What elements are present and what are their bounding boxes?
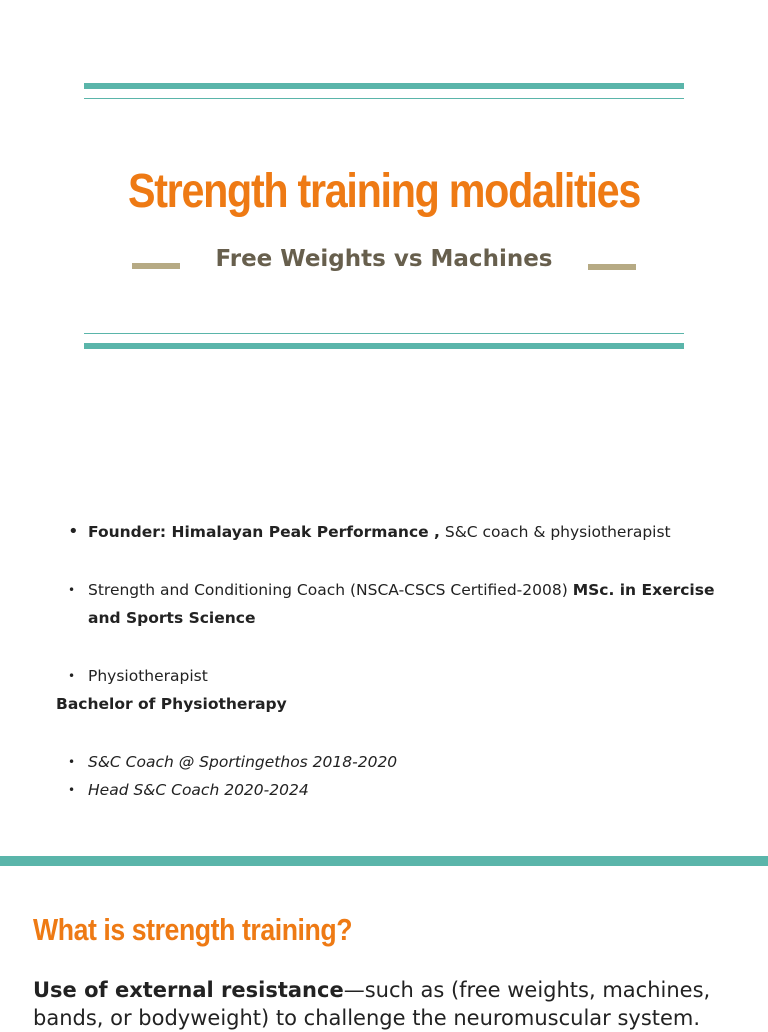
top-thin-rule bbox=[84, 98, 684, 99]
physio-degree: Bachelor of Physiotherapy bbox=[56, 695, 287, 713]
bullet-icon: • bbox=[68, 521, 79, 542]
slide-subtitle: Free Weights vs Machines bbox=[215, 246, 553, 272]
slide-divider-band bbox=[0, 856, 768, 866]
bullet-icon: • bbox=[68, 669, 76, 683]
top-thick-rule bbox=[84, 83, 684, 89]
bullet-icon: • bbox=[68, 583, 76, 597]
bottom-thin-rule bbox=[84, 333, 684, 334]
section-heading: What is strength training? bbox=[33, 912, 353, 947]
sc-coach-text: Strength and Conditioning Coach (NSCA-CSCS Certified-2008) bbox=[88, 581, 573, 599]
founder-label: Founder: Himalayan Peak Performance , bbox=[88, 523, 440, 541]
subtitle-dash-right bbox=[588, 264, 636, 270]
definition-bold: Use of external resistance bbox=[33, 978, 344, 1002]
slide-title: Strength training modalities bbox=[127, 165, 641, 218]
list-item-sc-coach bbox=[88, 576, 728, 632]
bullet-icon: • bbox=[68, 755, 76, 769]
msc-degree-b: and Sports Science bbox=[88, 609, 256, 627]
definition-rest: —such as (free weights, machines, bands, or bodyweight) to challenge the neuromuscular system. bbox=[33, 978, 711, 1030]
list-item-sportingethos: S&C Coach @ Sportingethos 2018-2020 bbox=[88, 753, 398, 771]
list-item-head-coach: Head S&C Coach 2020-2024 bbox=[88, 781, 309, 799]
msc-degree-a: MSc. in Exercise bbox=[572, 581, 715, 599]
list-item-physio: Physiotherapist bbox=[88, 667, 208, 685]
bottom-thick-rule bbox=[84, 343, 684, 349]
bullet-icon: • bbox=[68, 783, 76, 797]
list-item-founder bbox=[88, 518, 728, 546]
founder-role: S&C coach & physiotherapist bbox=[439, 523, 671, 541]
